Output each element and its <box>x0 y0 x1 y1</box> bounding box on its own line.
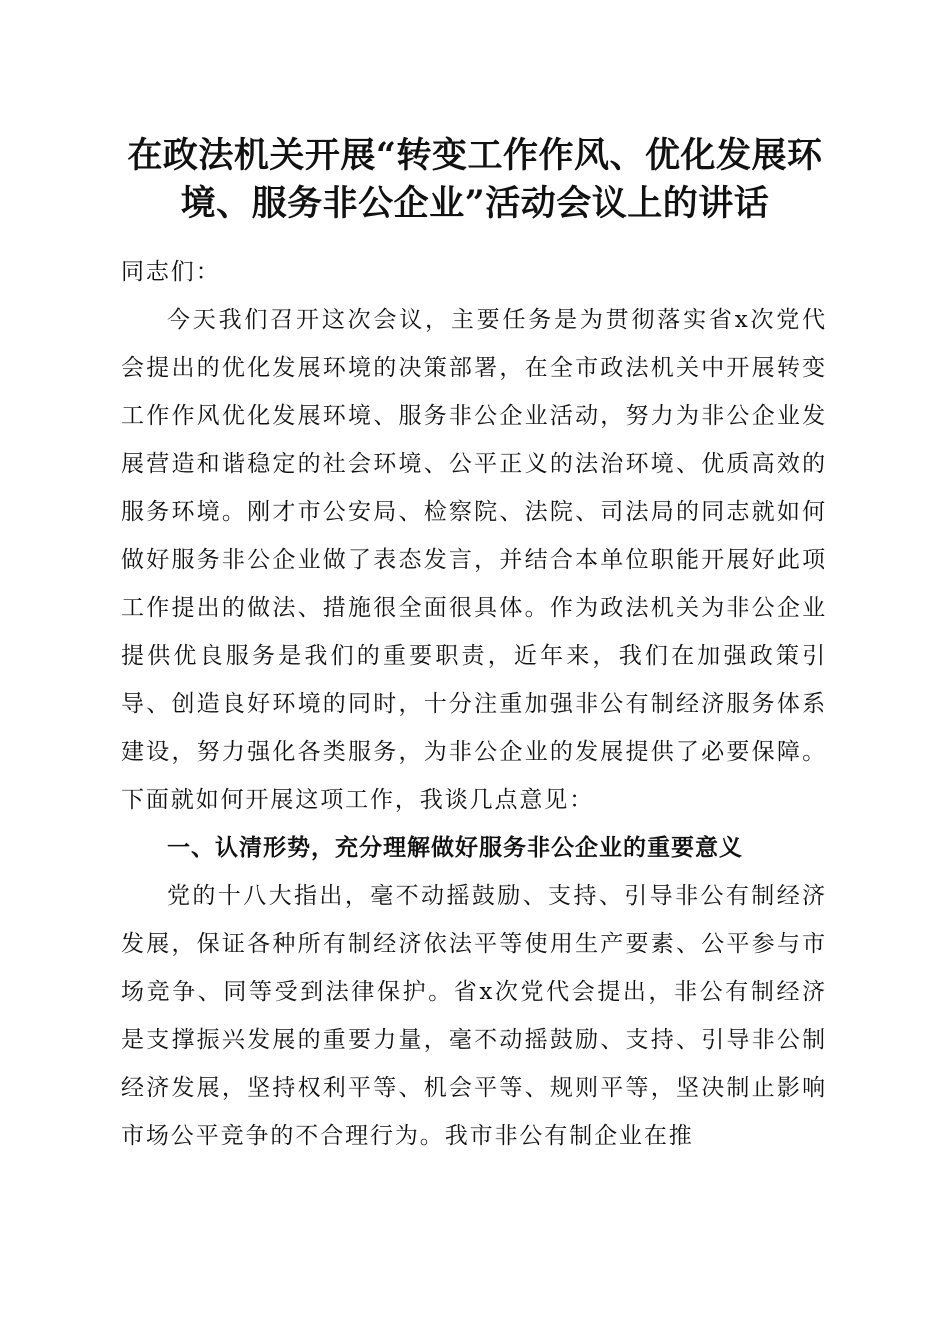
salutation: 同志们： <box>121 259 221 285</box>
paragraph-section-1: 党的十八大指出，毫不动摇鼓励、支持、引导非公有制经济发展，保证各种所有制经济依法平等使用生产要素、公平参与市场竞争、同等受到法律保护。省x次党代会提出，非公有制经济是支撑振兴发展的重要力量，毫不动摇鼓励、支持、引导非公制经济发展，坚持权利平等、机会平等、规则平等，坚决制止影响市场公平竞争的不合理行为。我市非公有制企业在推 <box>121 883 827 1149</box>
title-line-1: 在政法机关开展“转变工作作风、优化发展环 <box>127 135 823 176</box>
document-body <box>121 248 827 1160</box>
document-title <box>100 132 850 228</box>
section-heading-1: 一、认清形势，充分理解做好服务非公企业的重要意义 <box>167 835 743 861</box>
title-line-2: 境、服务非公企业”活动会议上的讲话 <box>180 183 770 224</box>
paragraph-intro: 今天我们召开这次会议，主要任务是为贯彻落实省x次党代会提出的优化发展环境的决策部署，在全市政法机关中开展转变工作作风优化发展环境、服务非公企业活动，努力为非公企业发展营造和谐稳定的社会环境、公平正义的法治环境、优质高效的服务环境。刚才市公安局、检察院、法院、司法局的同志就如何做好服务非公企业做了表态发言，并结合本单位职能开展好此项工作提出的做法、措施很全面很具体。作为政法机关为非公企业提供优良服务是我们的重要职责，近年来，我们在加强政策引导、创造良好环境的同时，十分注重加强非公有制经济服务体系建设，努力强化各类服务，为非公企业的发展提供了必要保障。下面就如何开展这项工作，我谈几点意见： <box>121 307 827 813</box>
